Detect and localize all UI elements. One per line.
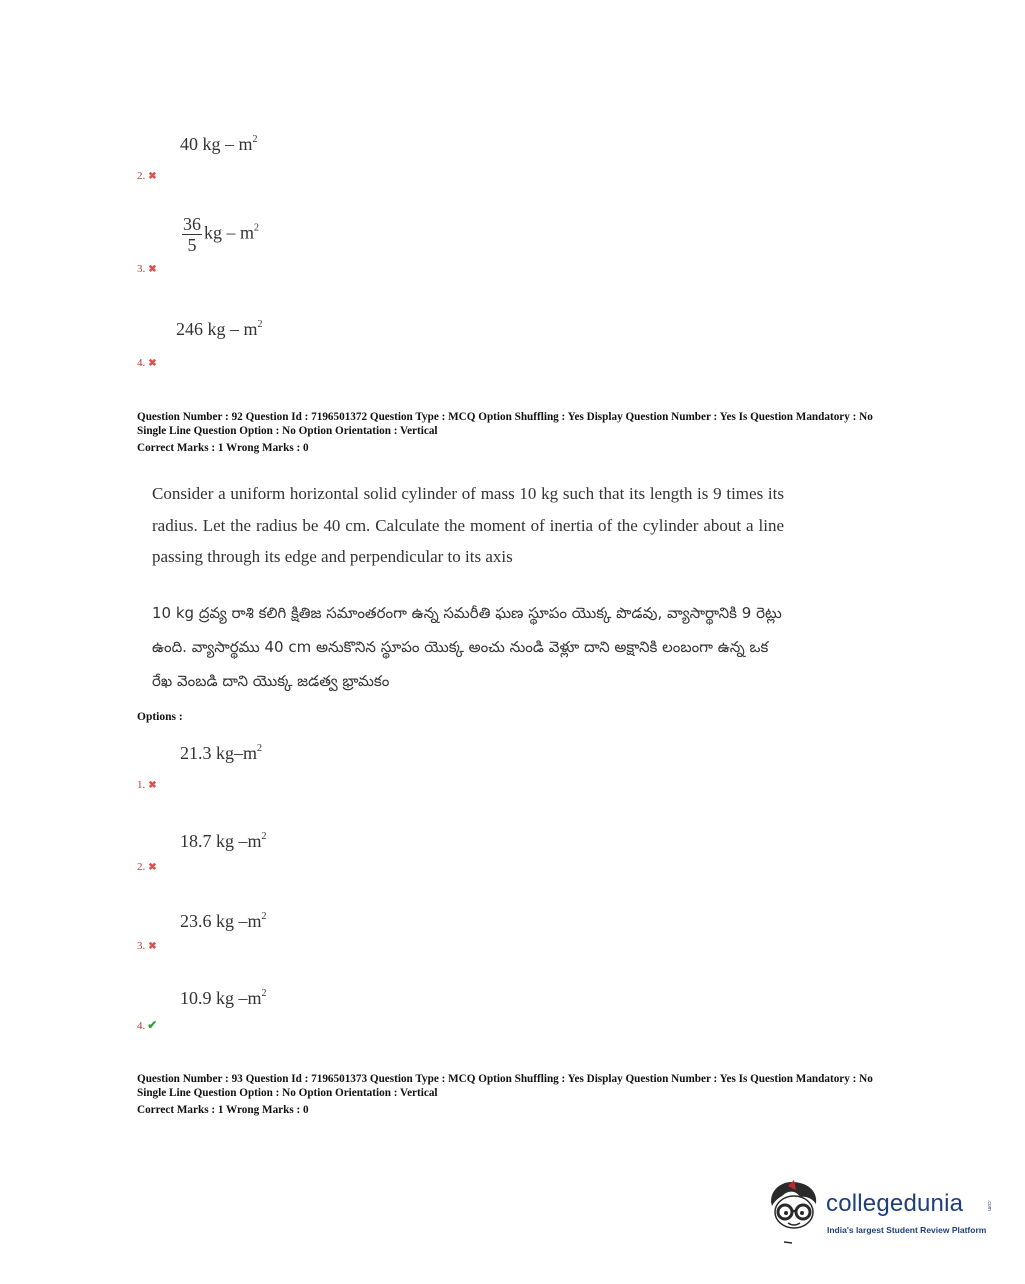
mascot-icon [766, 1176, 826, 1248]
logo-com-suffix: .com [986, 1200, 992, 1211]
question-92-meta-line: Question Number : 92 Question Id : 7196501372 Question Type : MCQ Option Shuffling : Yes Display Question Number : Yes Is Question Mandatory : No Single Line Question Option : No Option Orientation : Vertical [137, 411, 873, 437]
q92-option-3-value: 23.6 kg $-m^2$ [180, 911, 267, 931]
fraction: $\frac{36}{5}$ [183, 214, 201, 255]
wrong-mark-icon: ✖ [148, 862, 157, 873]
q92-option-1-number: 1. ✖ [137, 779, 157, 791]
wrong-mark-icon: ✖ [148, 171, 157, 182]
logo-wordmark: collegedunia [826, 1190, 964, 1217]
q92-option-1-value: 21.3 $kg-m^2$ [180, 743, 263, 763]
question-92-marks: Correct Marks : 1 Wrong Marks : 0 [137, 442, 309, 454]
options-label: Options : [137, 711, 183, 723]
wrong-mark-icon: ✖ [148, 780, 157, 791]
prev-option-2-value: 40 kg – $m^2$ [180, 134, 258, 154]
prev-option-2-number: 2. ✖ [137, 170, 157, 182]
q92-option-4-number: 4. ✔ [137, 1018, 158, 1032]
prev-option-3-number: 3. ✖ [137, 263, 157, 275]
question-92-text-en: Consider a uniform horizontal solid cylinder of mass 10 kg such that its length is 9 times its radius. Let the radius be 40 cm. Calculate the moment of inertia of the cylinder about a line passing through its edge and perpendicular to its axis [152, 484, 784, 566]
correct-check-icon: ✔ [147, 1018, 158, 1032]
wrong-mark-icon: ✖ [148, 941, 157, 952]
question-92-meta [137, 410, 877, 455]
question-93-meta [137, 1072, 877, 1117]
q92-option-3-number: 3. ✖ [137, 940, 157, 952]
wrong-mark-icon: ✖ [148, 358, 157, 369]
prev-option-4-value: 246 kg – $m^2$ [176, 319, 263, 339]
prev-option-4-number: 4. ✖ [137, 357, 157, 369]
q92-option-2-value: 18.7 kg $-m^2$ [180, 831, 267, 851]
logo-tagline: India's largest Student Review Platform [827, 1225, 987, 1235]
question-93-meta-line: Question Number : 93 Question Id : 7196501373 Question Type : MCQ Option Shuffling : Yes Display Question Number : Yes Is Question Mandatory : No Single Line Question Option : No Option Orientation : Vertical [137, 1073, 873, 1099]
question-93-marks: Correct Marks : 1 Wrong Marks : 0 [137, 1104, 309, 1116]
wrong-mark-icon: ✖ [148, 264, 157, 275]
question-92-text-te: 10 kg ద్రవ్య రాశి కలిగి క్షితిజ సమాంతరంగా ఉన్న సమరీతి ఘణ స్థూపం యొక్క పొడవు, వ్యాసార్థానికి 9 రెట్లు ఉంది. వ్యాసార్థము 40 cm అనుకొనిన స్థూపం యొక్క అంచు నుండి వెళ్లూ దాని అక్షానికి లంబంగా ఉన్న ఒక రేఖ వెంబడి దాని యొక్క జడత్వ భ్రామకం [152, 604, 782, 690]
q92-option-2-number: 2. ✖ [137, 861, 157, 873]
q92-option-4-value: 10.9 kg $-m^2$ [180, 988, 267, 1008]
collegedunia-logo[interactable] [766, 1176, 996, 1248]
prev-option-3-value: $\frac{36}{5}$ kg – $m^2$ [183, 214, 260, 255]
